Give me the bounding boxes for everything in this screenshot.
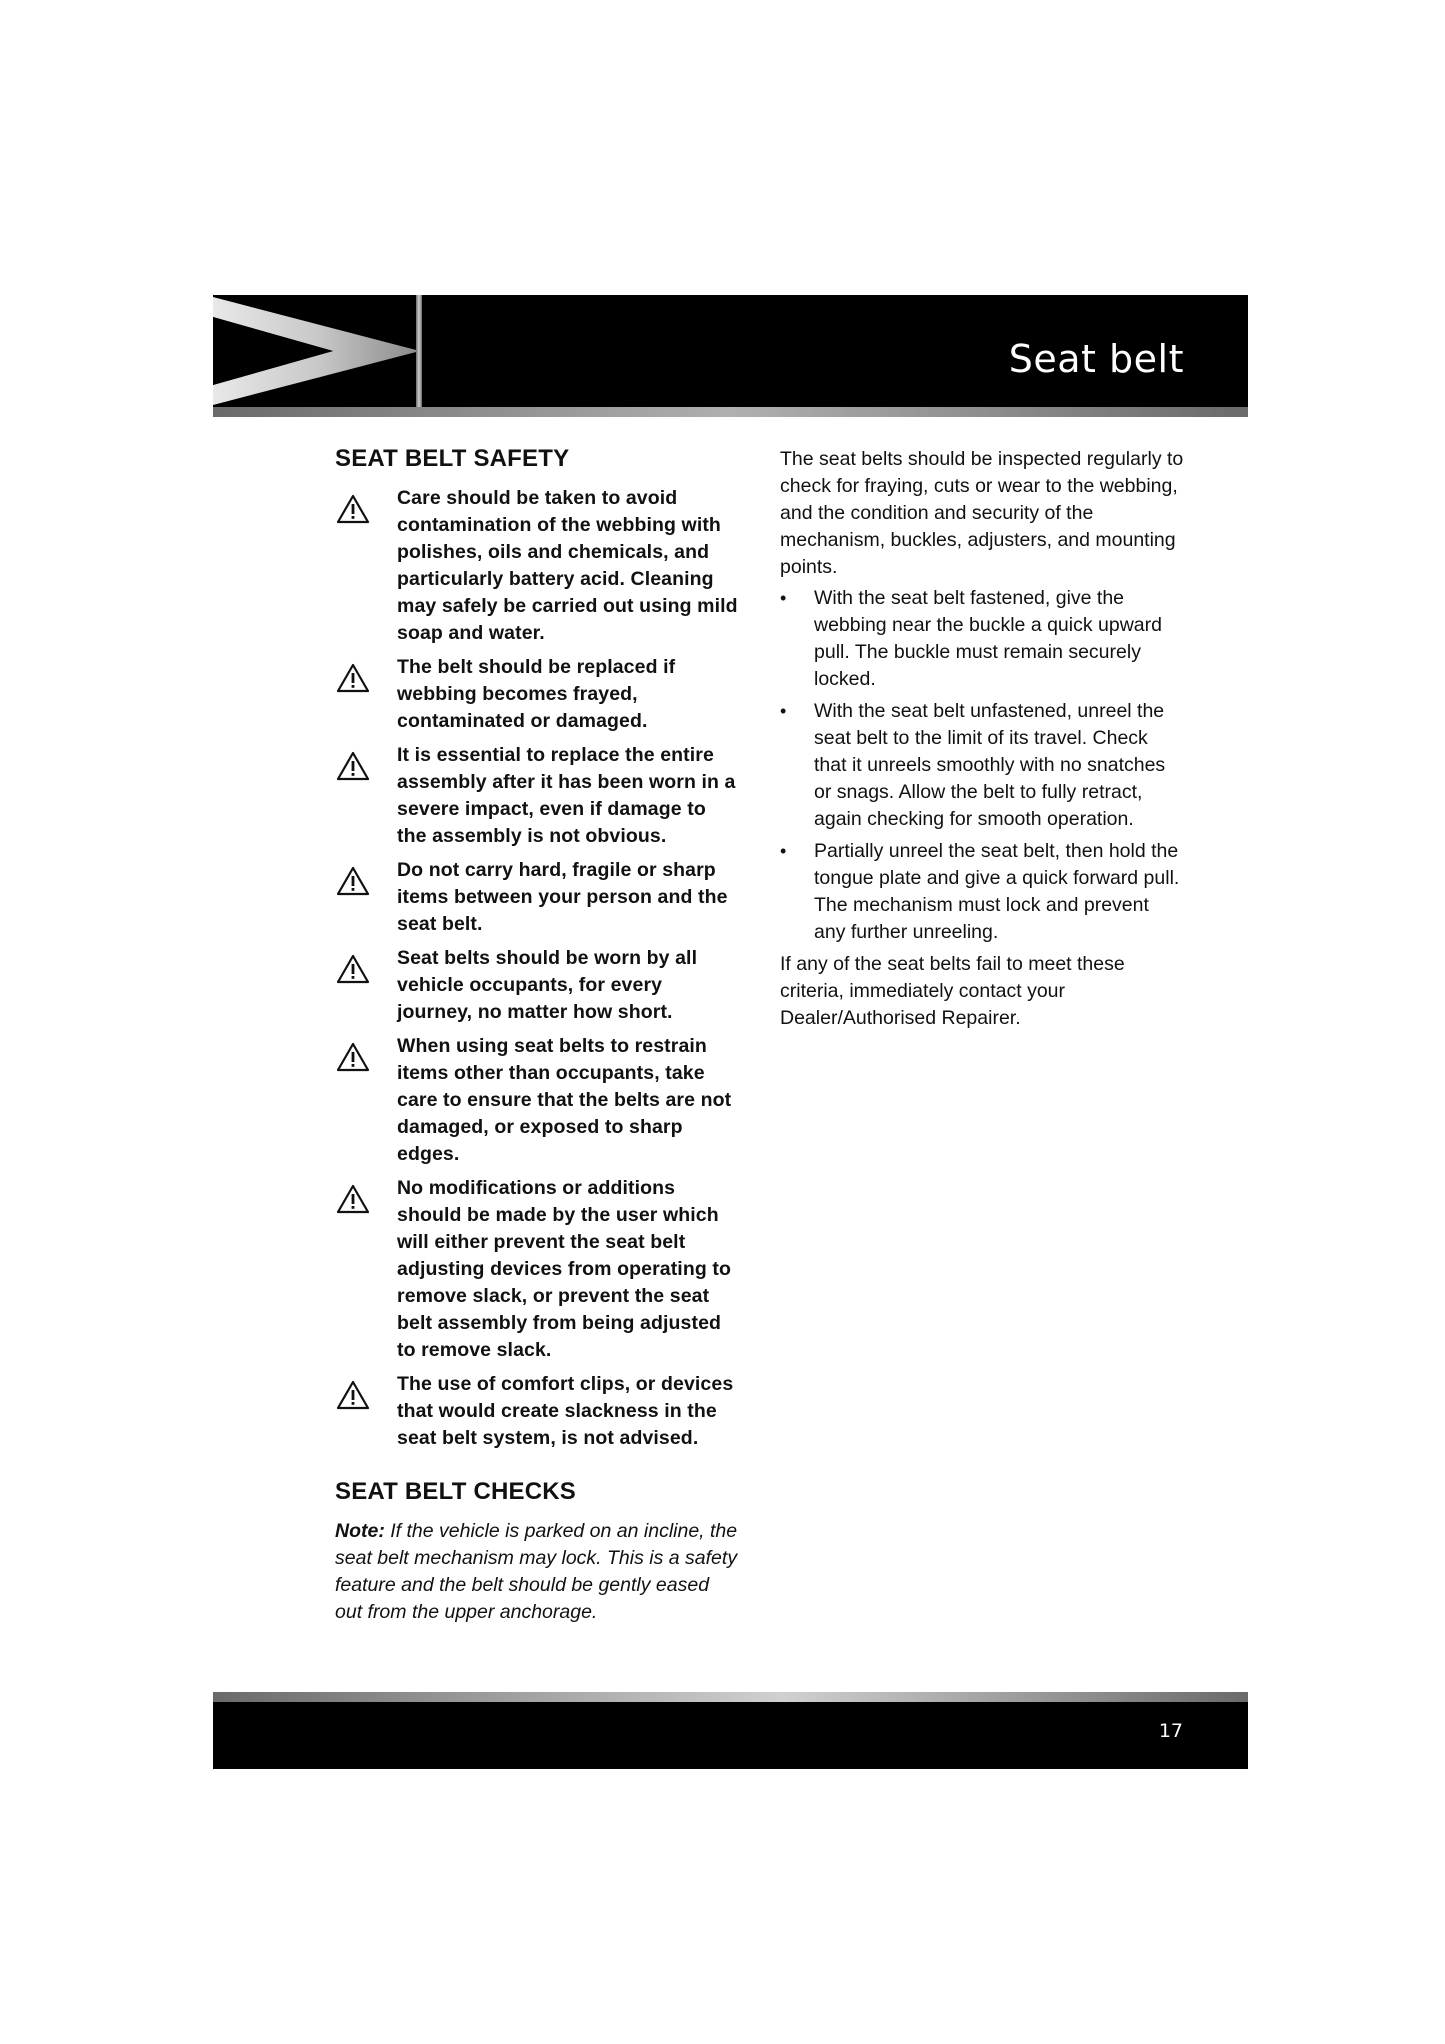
warning-item — [335, 1371, 740, 1452]
warning-item — [335, 654, 740, 735]
bullet-icon: • — [780, 701, 787, 721]
warning-triangle-icon — [335, 953, 371, 985]
bullet-icon: • — [780, 588, 787, 608]
list-item-text: With the seat belt fastened, give the webbing near the buckle a quick upward pull. The buckle must remain securely locked. — [814, 587, 1162, 690]
warning-item — [335, 857, 740, 938]
header-stripe — [213, 407, 1248, 417]
warning-triangle-icon — [335, 493, 371, 525]
list-item — [780, 838, 1185, 946]
warning-text: The belt should be replaced if webbing becomes frayed, contaminated or damaged. — [397, 656, 676, 732]
warning-item — [335, 485, 740, 647]
footer-stripe — [213, 1692, 1248, 1702]
list-item — [780, 698, 1185, 833]
warning-text: Do not carry hard, fragile or sharp items between your person and the seat belt. — [397, 859, 728, 935]
warning-triangle-icon — [335, 1183, 371, 1215]
warning-item — [335, 1033, 740, 1168]
warning-text: When using seat belts to restrain items other than occupants, take care to ensure that the belts are not damaged, or exposed to sharp edges. — [397, 1035, 732, 1165]
warning-item — [335, 742, 740, 850]
warning-triangle-icon — [335, 1379, 371, 1411]
chevron-logo-icon — [213, 295, 420, 407]
safety-heading: SEAT BELT SAFETY — [335, 445, 570, 472]
footer-band — [213, 1702, 1248, 1769]
warning-text: The use of comfort clips, or devices that would create slackness in the seat belt system, is not advised. — [397, 1373, 734, 1449]
warning-list — [335, 485, 740, 1452]
closing-paragraph: If any of the seat belts fail to meet these criteria, immediately contact your Dealer/Authorised Repairer. — [780, 953, 1125, 1029]
warning-text: Seat belts should be worn by all vehicle occupants, for every journey, no matter how short. — [397, 947, 698, 1023]
warning-triangle-icon — [335, 662, 371, 694]
note-label: Note: — [335, 1520, 385, 1542]
list-item-text: With the seat belt unfastened, unreel the seat belt to the limit of its travel. Check that it unreels smoothly with no snatches or snags. Allow the belt to fully retract, again checking for smooth operation. — [814, 700, 1166, 830]
warning-text: No modifications or additions should be made by the user which will either prevent the seat belt adjusting devices from operating to remove slack, or prevent the seat belt assembly from being adjusted to remove slack. — [397, 1177, 731, 1361]
warning-item — [335, 1175, 740, 1364]
left-column — [335, 445, 740, 1626]
warning-triangle-icon — [335, 750, 371, 782]
check-list — [780, 585, 1185, 946]
page-number: 17 — [1158, 1720, 1183, 1742]
inspection-intro: The seat belts should be inspected regularly to check for fraying, cuts or wear to the webbing, and the condition and security of the mechanism, buckles, adjusters, and mounting points. — [780, 448, 1184, 578]
checks-heading: SEAT BELT CHECKS — [335, 1478, 576, 1505]
warning-text: It is essential to replace the entire assembly after it has been worn in a severe impact, even if damage to the assembly is not obvious. — [397, 744, 736, 847]
chapter-title: Seat belt — [1008, 337, 1184, 381]
note-text: If the vehicle is parked on an incline, the seat belt mechanism may lock. This is a safety feature and the belt should be gently eased out from the upper anchorage. — [335, 1520, 738, 1623]
warning-item — [335, 945, 740, 1026]
warning-text: Care should be taken to avoid contamination of the webbing with polishes, oils and chemicals, and particularly battery acid. Cleaning may safely be carried out using mild soap and water. — [397, 487, 738, 644]
bullet-icon: • — [780, 841, 787, 861]
header-divider — [416, 295, 422, 407]
right-column — [780, 446, 1185, 1036]
list-item-text: Partially unreel the seat belt, then hold the tongue plate and give a quick forward pull. The mechanism must lock and prevent any further unreeling. — [814, 840, 1180, 943]
chapter-header-band — [213, 295, 1248, 407]
incline-note — [335, 1518, 740, 1626]
list-item — [780, 585, 1185, 693]
warning-triangle-icon — [335, 865, 371, 897]
warning-triangle-icon — [335, 1041, 371, 1073]
